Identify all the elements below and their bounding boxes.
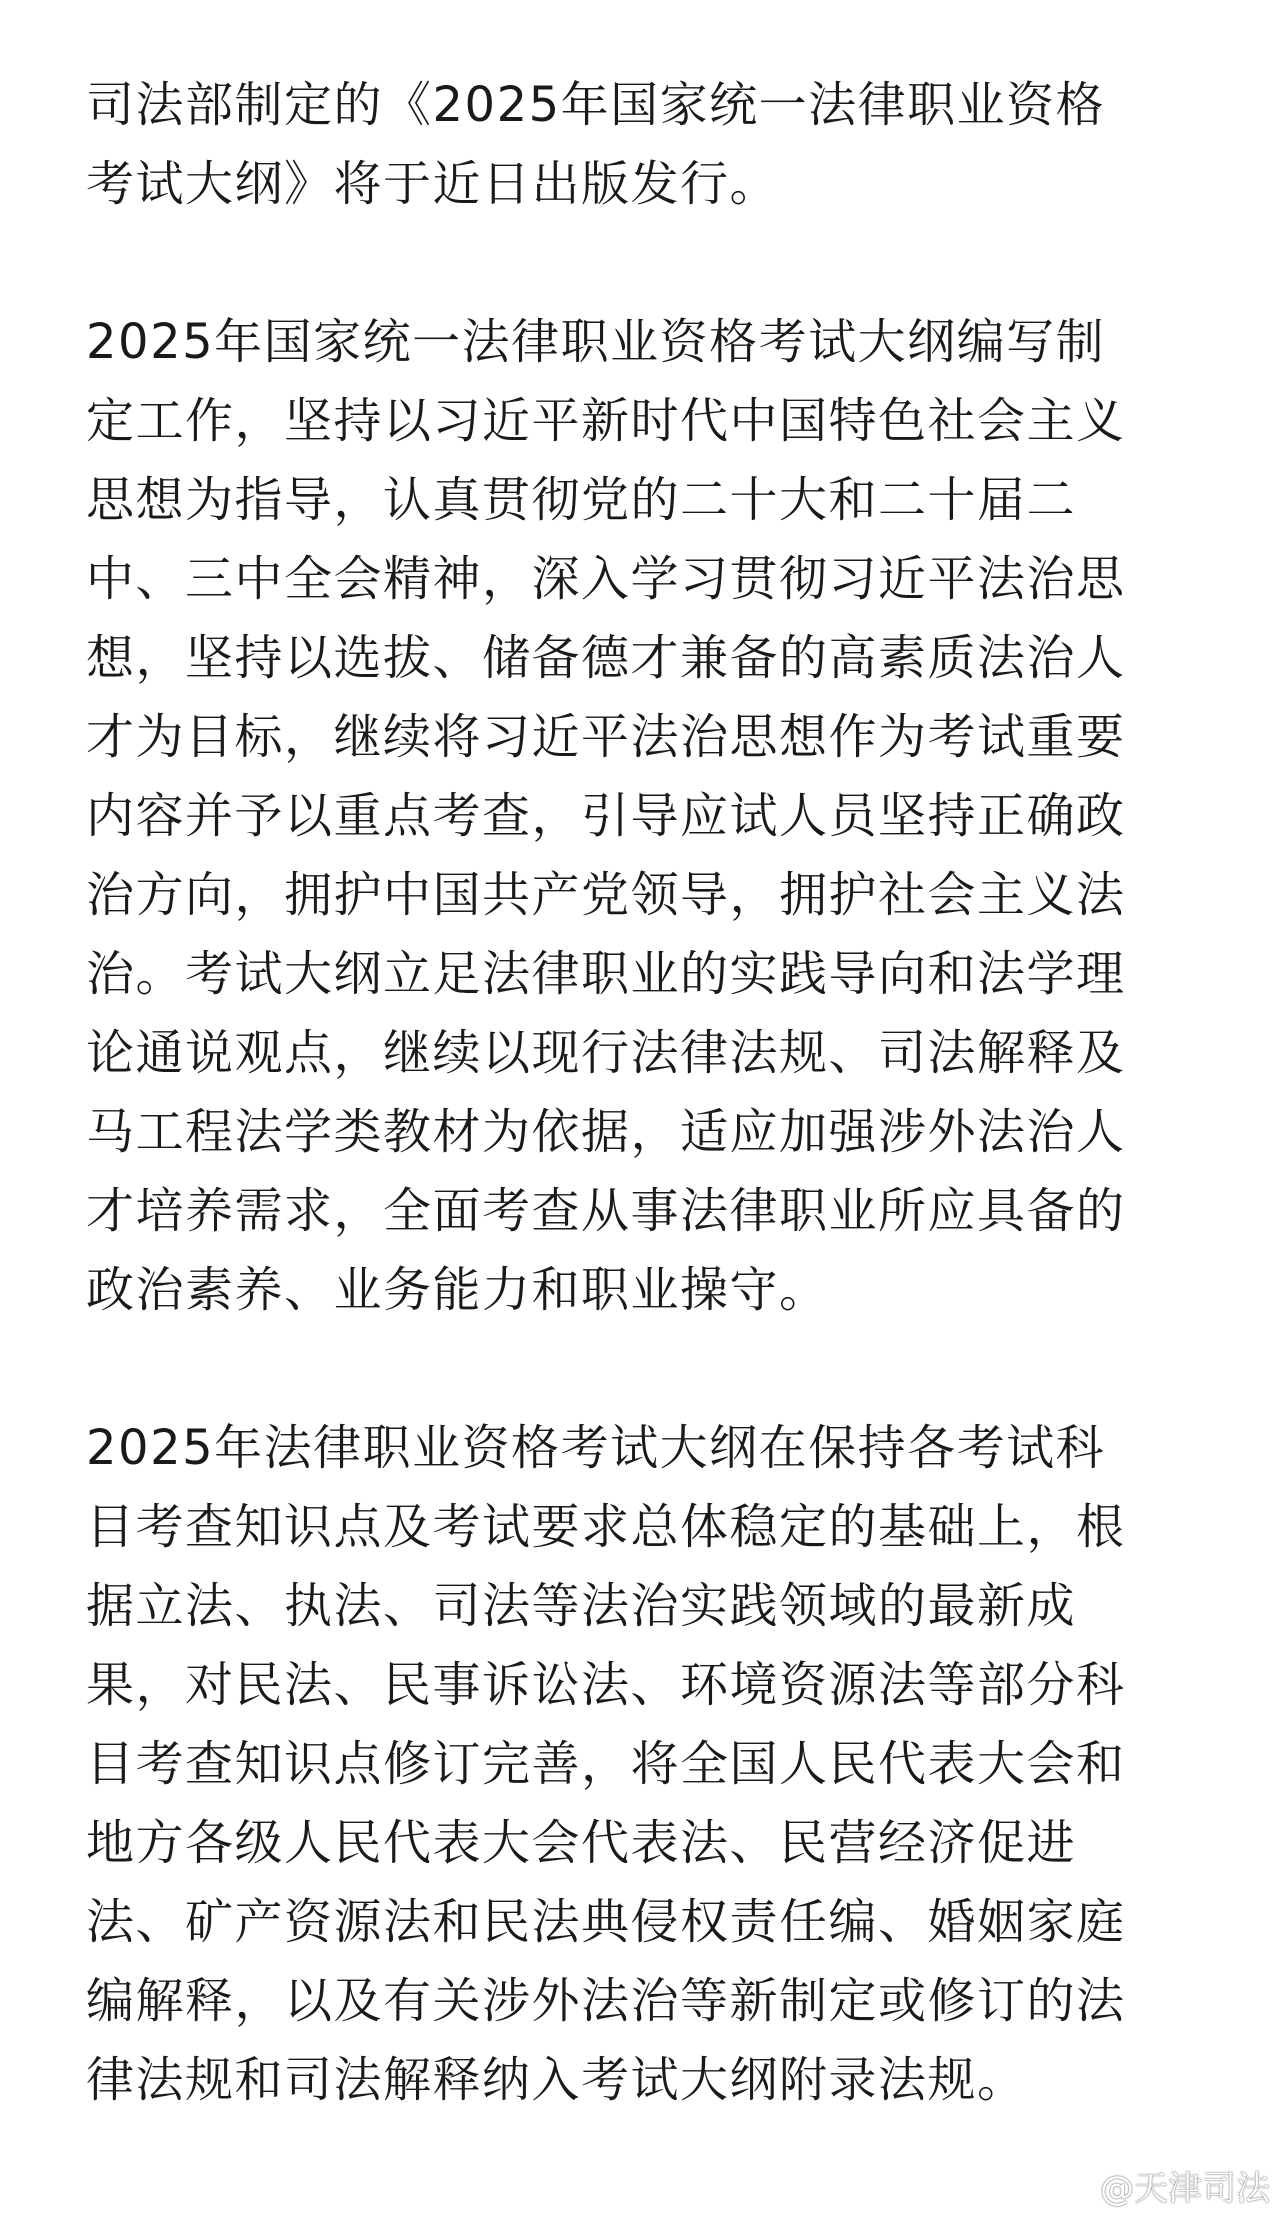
text-line: 据立法、执法、司法等法治实践领域的最新成 [86, 1578, 1077, 1634]
text-line: 内容并予以重点考查，引导应试人员坚持正确政 [86, 788, 1126, 844]
paragraph-2 [86, 303, 1206, 1330]
weibo-icon [1042, 2167, 1094, 2205]
text-line: 2025年法律职业资格考试大纲在保持各考试科 [86, 1420, 1106, 1476]
text-line: 目考查知识点修订完善，将全国人民代表大会和 [86, 1736, 1126, 1792]
paragraph-1 [86, 66, 1206, 224]
text-line: 司法部制定的《2025年国家统一法律职业资格 [86, 77, 1106, 133]
text-line: 马工程法学类教材为依据，适应加强涉外法治人 [86, 1104, 1126, 1160]
text-line: 律法规和司法解释纳入考试大纲附录法规。 [86, 2052, 1027, 2108]
text-line: 2025年国家统一法律职业资格考试大纲编写制 [86, 314, 1106, 370]
text-line: 法、矿产资源法和民法典侵权责任编、婚姻家庭 [86, 1894, 1126, 1950]
text-line: 目考查知识点及考试要求总体稳定的基础上，根 [86, 1499, 1126, 1555]
text-line: 思想为指导，认真贯彻党的二十大和二十届二 [86, 472, 1077, 528]
article-body [86, 66, 1206, 2120]
text-line: 政治素养、业务能力和职业操守。 [86, 1262, 829, 1318]
text-line: 地方各级人民代表大会代表法、民营经济促进 [86, 1815, 1077, 1871]
text-line: 中、三中全会精神，深入学习贯彻习近平法治思 [86, 551, 1126, 607]
text-line: 论通说观点，继续以现行法律法规、司法解释及 [86, 1025, 1126, 1081]
watermark-text: @天津司法 [1100, 2169, 1270, 2209]
text-line: 才为目标，继续将习近平法治思想作为考试重要 [86, 709, 1126, 765]
text-line: 定工作，坚持以习近平新时代中国特色社会主义 [86, 393, 1126, 449]
text-line: 考试大纲》将于近日出版发行。 [86, 156, 780, 212]
text-line: 果，对民法、民事诉讼法、环境资源法等部分科 [86, 1657, 1126, 1713]
text-line: 编解释，以及有关涉外法治等新制定或修订的法 [86, 1973, 1126, 2029]
weibo-watermark [1042, 2161, 1270, 2210]
text-line: 才培养需求，全面考查从事法律职业所应具备的 [86, 1183, 1126, 1239]
text-line: 治方向，拥护中国共产党领导，拥护社会主义法 [86, 867, 1126, 923]
text-line: 治。考试大纲立足法律职业的实践导向和法学理 [86, 946, 1126, 1002]
text-line: 想，坚持以选拔、储备德才兼备的高素质法治人 [86, 630, 1126, 686]
paragraph-3 [86, 1409, 1206, 2120]
